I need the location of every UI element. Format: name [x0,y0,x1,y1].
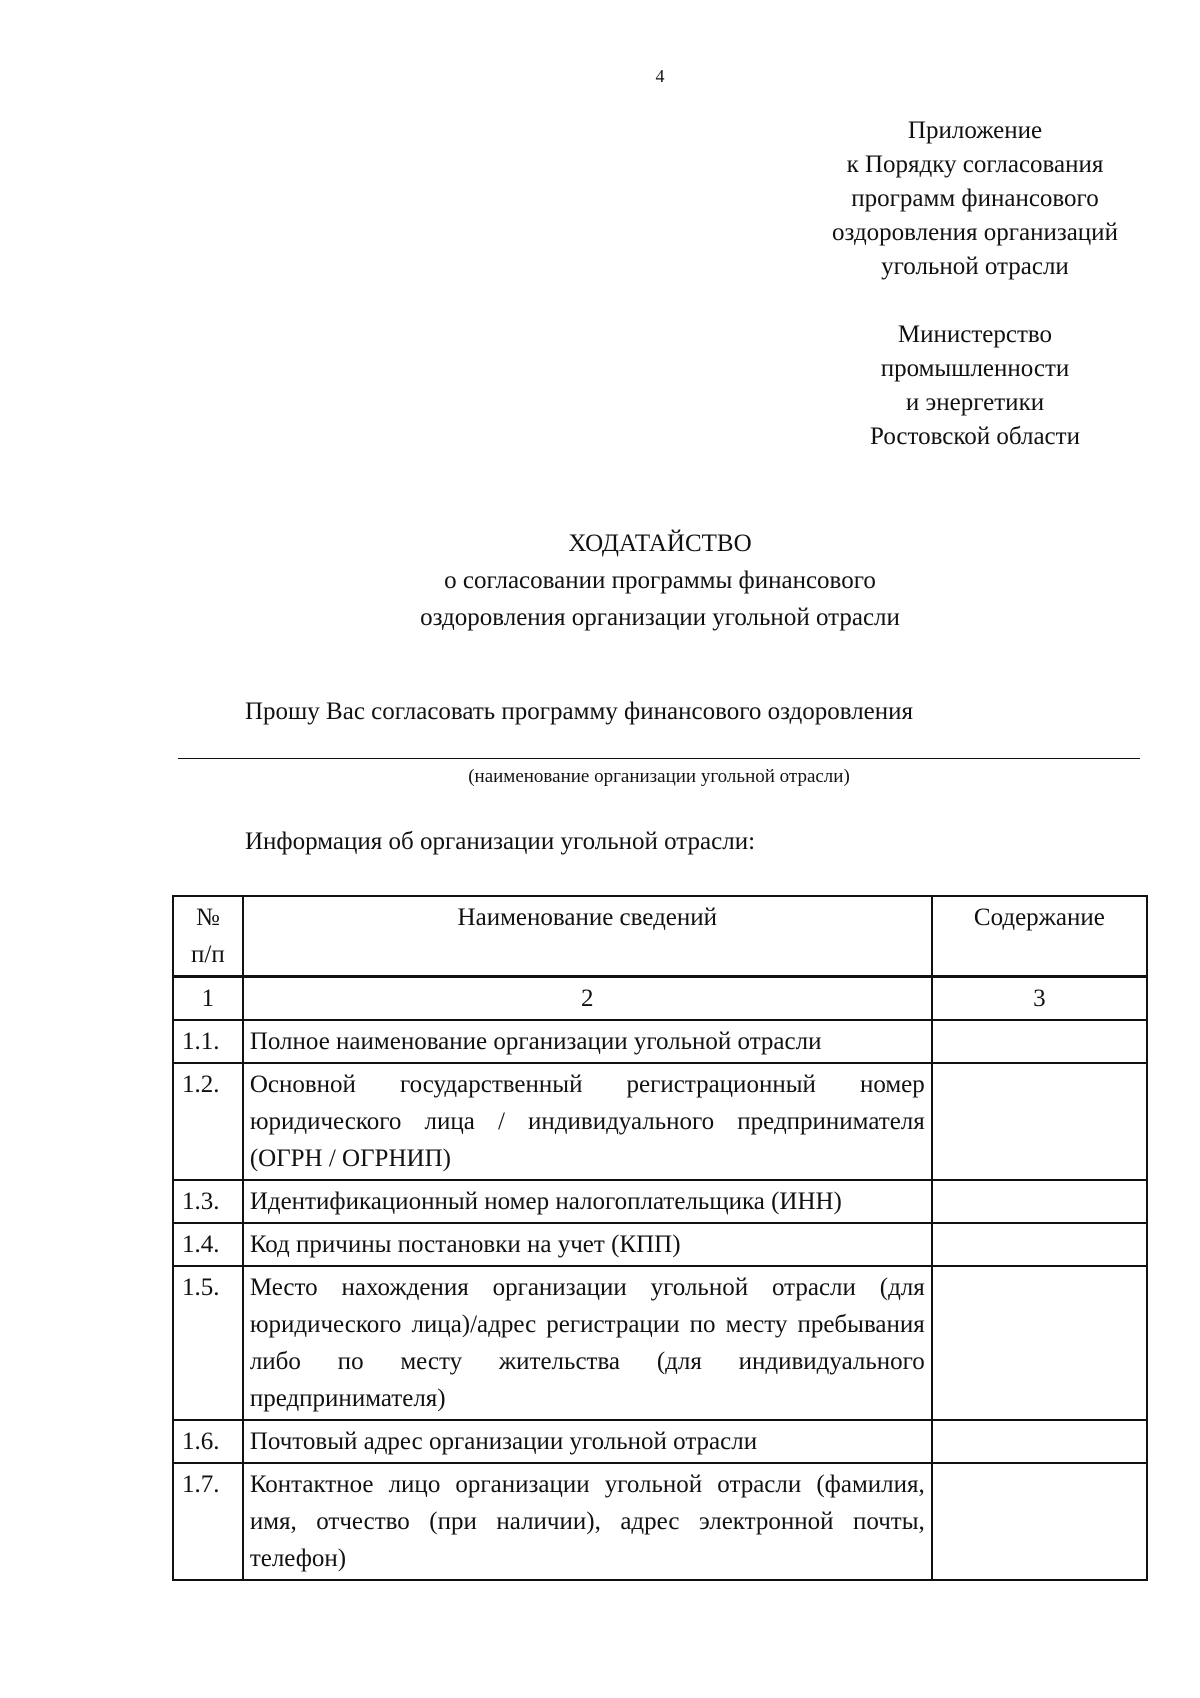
appendix-line: программ финансового [851,185,1099,212]
document-subtitle-line: оздоровления организации угольной отрасли [420,604,900,631]
row-content[interactable] [932,1463,1147,1580]
table-row [173,1020,1147,1063]
header-name: Наименование сведений [243,896,932,977]
table-index-row [173,977,1147,1021]
row-content[interactable] [932,1266,1147,1420]
addressee-line: Министерство [897,321,1053,348]
row-content[interactable] [932,1180,1147,1223]
document-title: ХОДАТАЙСТВО [568,530,752,557]
document-subtitle-line: о согласовании программы финансового [444,567,876,594]
row-name: Идентификационный номер налогоплательщика (ИНН) [243,1180,932,1223]
table-row [173,1420,1147,1463]
header-content: Содержание [932,896,1147,977]
index-cell: 2 [243,977,932,1021]
row-name: Код причины постановки на учет (КПП) [243,1223,932,1266]
header-num-abbr: п/п [191,941,225,968]
table-row [173,1180,1147,1223]
appendix-line: Приложение [907,117,1043,144]
row-number: 1.7. [173,1463,243,1580]
row-number: 1.2. [173,1063,243,1180]
row-name: Полное наименование организации угольной отрасли [243,1020,932,1063]
table-row [173,1266,1147,1420]
header-num [173,896,243,977]
addressee-block [810,318,1140,454]
appendix-line: оздоровления организаций [832,219,1118,246]
organization-info-table [172,895,1148,1581]
appendix-header [810,114,1140,284]
row-number: 1.6. [173,1420,243,1463]
row-content[interactable] [932,1420,1147,1463]
table-row [173,1063,1147,1180]
addressee-line: и энергетики [905,389,1045,416]
row-name: Основной государственный регистрационный номер юридического лица / индивидуального предпринимателя (ОГРН / ОГРНИП) [243,1063,932,1180]
fill-line-caption: (наименование организации угольной отрасли) [468,766,850,787]
table-header-row [173,896,1147,977]
info-section-label: Информация об организации угольной отрасли: [245,828,756,855]
addressee-line: Ростовской области [870,423,1080,450]
row-name: Контактное лицо организации угольной отрасли (фамилия, имя, отчество (при наличии), адрес электронной почты, телефон) [243,1463,932,1580]
row-number: 1.3. [173,1180,243,1223]
row-name: Почтовый адрес организации угольной отрасли [243,1420,932,1463]
row-name: Место нахождения организации угольной отрасли (для юридического лица)/адрес регистрации по месту пребывания либо по месту жительства (для индивидуального предпринимателя) [243,1266,932,1420]
table-row [173,1463,1147,1580]
addressee-line: промышленности [880,355,1070,382]
index-cell: 1 [173,977,243,1021]
row-content[interactable] [932,1063,1147,1180]
row-content[interactable] [932,1223,1147,1266]
request-text: Прошу Вас согласовать программу финансового оздоровления [245,698,914,725]
appendix-line: к Порядку согласования [846,151,1104,178]
table-row [173,1223,1147,1266]
appendix-line: угольной отрасли [881,253,1069,280]
row-content[interactable] [932,1020,1147,1063]
row-number: 1.4. [173,1223,243,1266]
organization-name-fill-line [178,758,1140,759]
page-number: 4 [655,66,665,86]
header-num-symbol: № [195,904,220,931]
index-cell: 3 [932,977,1147,1021]
document-title-block [170,525,1150,636]
row-number: 1.1. [173,1020,243,1063]
row-number: 1.5. [173,1266,243,1420]
